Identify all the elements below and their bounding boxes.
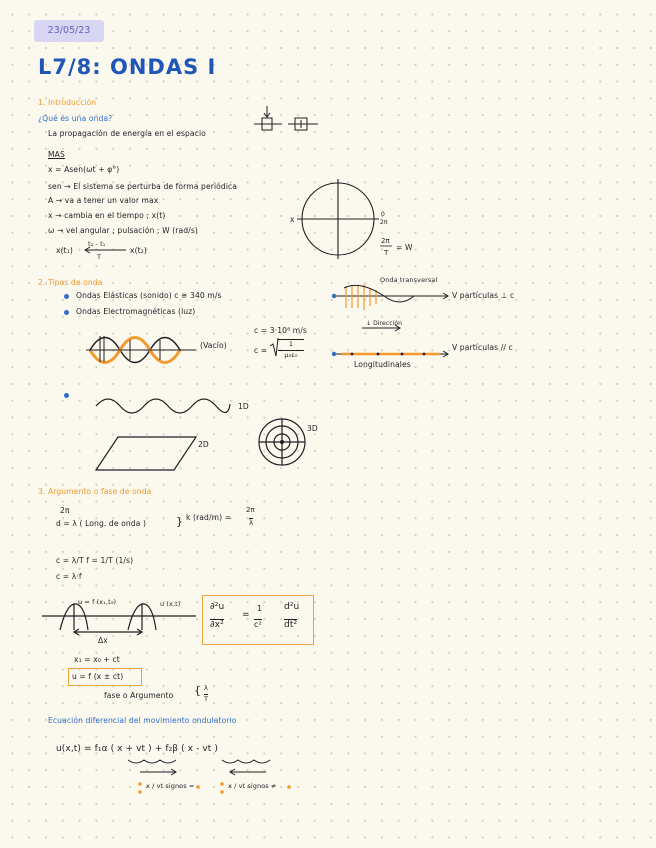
fase-brace: {: [194, 684, 202, 697]
twopi-label: 2π: [60, 506, 70, 515]
2d-label: 2D: [198, 440, 209, 449]
definition-text: La propagación de energía en el espacio: [48, 129, 206, 138]
wavelength-label: d = λ ( Long. de onda ): [56, 519, 147, 528]
longitudinal-wave: [332, 351, 448, 357]
pde-left-den: ∂x²: [210, 620, 224, 630]
omega-num: 2π: [381, 237, 390, 245]
u-boxed-equation: u = f (x ± ct): [72, 672, 124, 681]
pde-right-den: dt²: [284, 620, 298, 630]
omega-den: T: [384, 249, 389, 257]
pulse-diagram: [42, 604, 196, 635]
v-perp-label: V partículas ⊥ c: [452, 291, 515, 300]
c-sqrt-label: c =: [254, 346, 268, 355]
brace: }: [176, 515, 184, 528]
xt1-label: x(t₁): [56, 246, 73, 255]
date-badge: 23/05/23: [34, 20, 104, 42]
transverse-wave: [332, 284, 448, 331]
pde-right-num: d²u: [284, 602, 300, 612]
diff-eq-heading: Ecuación diferencial del movimiento ondulatorio: [48, 716, 237, 725]
unit-circle: [297, 179, 379, 259]
circle-zero-label: 0: [381, 211, 385, 218]
sqrt-num: 1: [278, 339, 304, 348]
k-den: λ: [249, 519, 254, 527]
3d-sphere: [259, 419, 305, 465]
x1-equation: x₁ = x₀ + ct: [74, 655, 120, 664]
pde-left-num: ∂²u: [210, 602, 225, 612]
t-diff-label: t₂ - t₁: [88, 240, 106, 248]
c-lambda-f: c = λ·f: [56, 572, 82, 581]
question-text: ¿Qué es una onda?: [38, 114, 113, 123]
section-1-heading: 1. Introducción: [38, 98, 97, 107]
em-wave: [86, 336, 196, 363]
signs-diff: x / vt signos ≠: [228, 782, 277, 790]
2d-plane: [96, 437, 196, 470]
fase-den: T: [204, 695, 209, 703]
fase-label: fase o Argumento: [104, 691, 174, 700]
3d-label: 3D: [307, 424, 318, 433]
1d-wave: [96, 399, 230, 413]
c-lambda-T: c = λ/T f = 1/T (1/s): [56, 556, 134, 565]
mas-line-3: x → cambia en el tiempo ; x(t): [48, 211, 166, 220]
general-solution: u(x,t) = f₁α ( x + vt ) + f₂β ( x - vt ): [56, 744, 219, 754]
fase-num: λ: [204, 684, 208, 692]
u-label-2: u (x,t): [160, 600, 181, 608]
em-waves-text: Ondas Electromagnéticas (luz): [76, 307, 196, 316]
mas-line-1: sen → El sistema se perturba de forma periódica: [48, 182, 238, 191]
section-3-heading: 3. Argumento o fase de onda: [38, 487, 152, 496]
page-title: L7/8: ONDAS I: [38, 55, 217, 79]
mas-label: MAS: [48, 150, 65, 159]
vacio-label: (Vacío): [200, 341, 227, 350]
period-label: T: [97, 253, 102, 261]
light-speed: c = 3·10⁸ m/s: [254, 326, 307, 335]
u-label-1: u = f (x₁,t₀): [78, 598, 117, 606]
mas-line-2: A → va a tener un valor max: [48, 196, 159, 205]
pde-mid-den: c²: [254, 620, 262, 629]
sqrt-den: μ₀ε₀: [278, 350, 304, 359]
delta-x: Δx: [98, 636, 108, 645]
mas-equation: x = Asen(ωt + φ°): [48, 165, 120, 174]
xt2-label: x(t₂): [130, 246, 147, 255]
circle-x-label: x: [290, 215, 295, 224]
spring-diagram: [254, 106, 318, 130]
omega-eq: = W: [396, 243, 413, 252]
k-equation: k (rad/m) =: [186, 513, 232, 522]
1d-label: 1D: [238, 402, 249, 411]
pde-mid-num: 1: [257, 604, 263, 613]
transverse-label: Onda transversal: [380, 276, 438, 284]
signs-equal: x / vt signos =: [146, 782, 195, 790]
time-arrow: [85, 247, 126, 253]
elastic-waves-text: Ondas Elásticas (sonido) c ≅ 340 m/s: [76, 291, 222, 300]
circle-2pi-label: 2π: [380, 219, 388, 226]
k-num: 2π: [246, 506, 255, 514]
pde-equal: =: [242, 610, 250, 620]
v-parallel-label: V partículas // c: [452, 343, 513, 352]
direction-label: ↓ Dirección: [366, 320, 403, 327]
section-2-heading: 2. Tipos de onda: [38, 278, 103, 287]
mas-line-4: ω → vel angular ; pulsación ; W (rad/s): [48, 226, 198, 235]
longitudinal-label: Longitudinales: [354, 360, 411, 369]
